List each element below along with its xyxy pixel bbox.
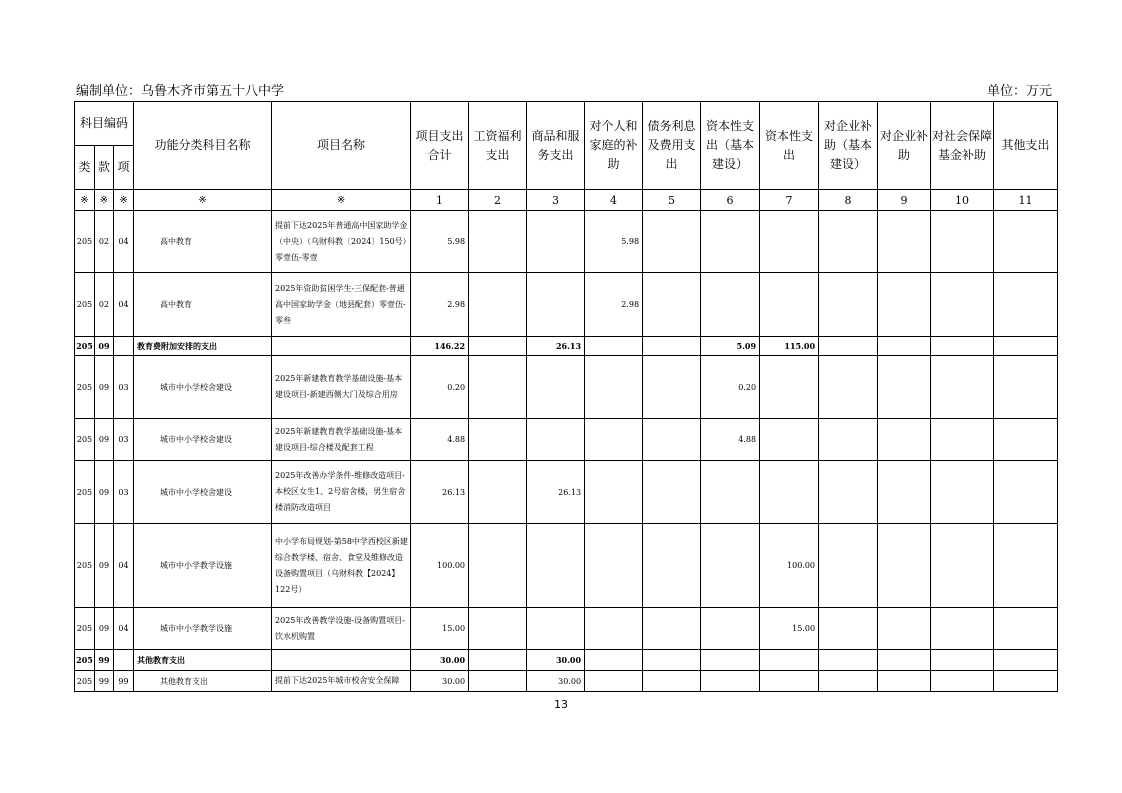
amount-cell xyxy=(994,419,1058,461)
project-name: 提前下达2025年城市校舍安全保障 xyxy=(272,671,411,692)
header-col-7: 资本性支出 xyxy=(760,102,819,190)
compiling-unit: 编制单位：乌鲁木齐市第五十八中学 xyxy=(76,84,285,99)
code-xiang: 04 xyxy=(114,608,134,650)
page-number: 13 xyxy=(554,698,568,711)
index-cell: 5 xyxy=(643,190,701,211)
index-cell: 8 xyxy=(819,190,878,211)
header-col-6: 资本性支出（基本建设） xyxy=(701,102,760,190)
amount-cell: 115.00 xyxy=(760,337,819,356)
header-col-4: 对个人和家庭的补助 xyxy=(585,102,643,190)
code-xiang: 99 xyxy=(114,671,134,692)
function-name: 城市中小学教学设施 xyxy=(134,524,272,608)
code-lei: 205 xyxy=(75,356,95,419)
amount-cell xyxy=(469,419,527,461)
amount-cell xyxy=(701,273,760,337)
amount-cell xyxy=(878,461,931,524)
code-lei: 205 xyxy=(75,419,95,461)
amount-cell xyxy=(527,356,585,419)
code-lei: 205 xyxy=(75,461,95,524)
amount-cell xyxy=(701,608,760,650)
code-kuan: 09 xyxy=(95,419,114,461)
header-col-9: 对企业补助 xyxy=(878,102,931,190)
code-xiang: 04 xyxy=(114,273,134,337)
amount-cell xyxy=(469,461,527,524)
table-row xyxy=(75,650,1058,671)
amount-cell xyxy=(994,211,1058,273)
code-lei: 205 xyxy=(75,671,95,692)
code-lei: 205 xyxy=(75,608,95,650)
index-cell: 4 xyxy=(585,190,643,211)
table-row xyxy=(75,356,1058,419)
amount-cell xyxy=(643,273,701,337)
project-name: 2025年改善办学条件-维修改造项目-本校区女生1、2号宿舍楼，男生宿舍楼消防改造项目 xyxy=(272,461,411,524)
amount-cell xyxy=(585,608,643,650)
project-name: 提前下达2025年普通高中国家助学金（中央）（乌财科教〔2024〕150号）零壹伍-零壹 xyxy=(272,211,411,273)
amount-cell xyxy=(643,461,701,524)
amount-cell xyxy=(643,356,701,419)
code-xiang xyxy=(114,337,134,356)
amount-cell: 5.98 xyxy=(585,211,643,273)
amount-cell xyxy=(643,419,701,461)
amount-cell xyxy=(527,524,585,608)
code-xiang: 04 xyxy=(114,524,134,608)
project-name: 2025年资助贫困学生-三保配套-普通高中国家助学金（地县配套）零壹伍-零叁 xyxy=(272,273,411,337)
index-cell: 3 xyxy=(527,190,585,211)
amount-cell xyxy=(994,273,1058,337)
index-cell: 10 xyxy=(931,190,994,211)
amount-cell: 0.20 xyxy=(411,356,469,419)
amount-cell: 100.00 xyxy=(760,524,819,608)
header-lei: 类 xyxy=(75,146,95,190)
code-lei: 205 xyxy=(75,337,95,356)
amount-cell xyxy=(878,356,931,419)
amount-cell xyxy=(585,356,643,419)
amount-cell xyxy=(931,419,994,461)
code-kuan: 09 xyxy=(95,524,114,608)
amount-cell xyxy=(643,608,701,650)
amount-cell xyxy=(931,524,994,608)
amount-cell xyxy=(585,671,643,692)
amount-cell: 2.98 xyxy=(585,273,643,337)
code-kuan: 99 xyxy=(95,650,114,671)
project-name: 2025年改善教学设施-设备购置项目-饮水机购置 xyxy=(272,608,411,650)
header-col-10: 对社会保障基金补助 xyxy=(931,102,994,190)
amount-cell: 5.09 xyxy=(701,337,760,356)
amount-cell xyxy=(469,356,527,419)
amount-cell xyxy=(469,650,527,671)
code-xiang: 04 xyxy=(114,211,134,273)
function-name: 城市中小学校舍建设 xyxy=(134,419,272,461)
header-col-3: 商品和服务支出 xyxy=(527,102,585,190)
function-name: 其他教育支出 xyxy=(134,671,272,692)
amount-cell: 100.00 xyxy=(411,524,469,608)
amount-cell xyxy=(994,461,1058,524)
amount-cell xyxy=(878,650,931,671)
index-cell: 6 xyxy=(701,190,760,211)
table-row xyxy=(75,608,1058,650)
table-row xyxy=(75,419,1058,461)
index-cell: ※ xyxy=(114,190,134,211)
amount-cell xyxy=(878,524,931,608)
index-cell: 9 xyxy=(878,190,931,211)
amount-cell xyxy=(760,273,819,337)
function-name: 教育费附加安排的支出 xyxy=(134,337,272,356)
amount-cell xyxy=(469,608,527,650)
index-cell: ※ xyxy=(134,190,272,211)
amount-cell xyxy=(819,524,878,608)
amount-cell xyxy=(701,461,760,524)
amount-cell xyxy=(585,524,643,608)
code-xiang: 03 xyxy=(114,419,134,461)
table-row xyxy=(75,211,1058,273)
amount-cell: 4.88 xyxy=(701,419,760,461)
code-kuan: 09 xyxy=(95,608,114,650)
amount-cell xyxy=(931,337,994,356)
function-name: 城市中小学校舍建设 xyxy=(134,461,272,524)
amount-cell xyxy=(701,524,760,608)
amount-cell xyxy=(469,337,527,356)
function-name: 城市中小学教学设施 xyxy=(134,608,272,650)
index-row xyxy=(75,190,1058,211)
amount-cell xyxy=(760,461,819,524)
amount-cell xyxy=(994,337,1058,356)
amount-cell: 5.98 xyxy=(411,211,469,273)
code-lei: 205 xyxy=(75,650,95,671)
amount-cell xyxy=(527,608,585,650)
amount-cell xyxy=(701,671,760,692)
amount-cell xyxy=(994,671,1058,692)
code-kuan: 99 xyxy=(95,671,114,692)
amount-cell xyxy=(931,461,994,524)
amount-cell xyxy=(643,524,701,608)
index-cell: 2 xyxy=(469,190,527,211)
amount-cell xyxy=(878,419,931,461)
amount-cell xyxy=(527,273,585,337)
amount-cell xyxy=(819,671,878,692)
amount-cell xyxy=(819,419,878,461)
amount-cell xyxy=(819,337,878,356)
code-lei: 205 xyxy=(75,524,95,608)
amount-cell xyxy=(878,273,931,337)
amount-cell xyxy=(931,608,994,650)
amount-cell xyxy=(701,650,760,671)
project-name xyxy=(272,650,411,671)
amount-cell: 146.22 xyxy=(411,337,469,356)
amount-cell xyxy=(994,608,1058,650)
header-xiang: 项 xyxy=(114,146,134,190)
code-kuan: 09 xyxy=(95,461,114,524)
amount-cell: 26.13 xyxy=(527,461,585,524)
amount-cell xyxy=(585,337,643,356)
table-row xyxy=(75,671,1058,692)
code-lei: 205 xyxy=(75,273,95,337)
amount-cell xyxy=(931,650,994,671)
budget-table xyxy=(74,101,1058,692)
index-cell: ※ xyxy=(95,190,114,211)
table-row xyxy=(75,461,1058,524)
amount-cell: 15.00 xyxy=(760,608,819,650)
amount-cell xyxy=(469,671,527,692)
header-function-name: 功能分类科目名称 xyxy=(134,102,272,190)
amount-cell xyxy=(760,211,819,273)
amount-cell xyxy=(994,524,1058,608)
amount-cell: 30.00 xyxy=(411,650,469,671)
amount-cell xyxy=(819,650,878,671)
amount-cell xyxy=(643,650,701,671)
amount-cell xyxy=(931,211,994,273)
amount-cell xyxy=(585,461,643,524)
amount-cell xyxy=(760,650,819,671)
project-name: 中小学布局规划-第58中学西校区新建综合教学楼、宿舍、食堂及维修改造设备购置项目（乌财科教【2024】122号） xyxy=(272,524,411,608)
amount-cell xyxy=(760,419,819,461)
amount-cell: 30.00 xyxy=(527,650,585,671)
code-xiang xyxy=(114,650,134,671)
amount-cell xyxy=(819,211,878,273)
project-name xyxy=(272,337,411,356)
header-col-1: 项目支出合计 xyxy=(411,102,469,190)
amount-cell xyxy=(701,211,760,273)
amount-cell: 2.98 xyxy=(411,273,469,337)
header-col-2: 工资福利支出 xyxy=(469,102,527,190)
function-name: 城市中小学校舍建设 xyxy=(134,356,272,419)
amount-cell: 30.00 xyxy=(411,671,469,692)
function-name: 高中教育 xyxy=(134,211,272,273)
amount-cell xyxy=(643,211,701,273)
code-kuan: 02 xyxy=(95,273,114,337)
amount-cell xyxy=(878,337,931,356)
function-name: 其他教育支出 xyxy=(134,650,272,671)
amount-cell xyxy=(994,650,1058,671)
amount-cell xyxy=(469,524,527,608)
amount-cell xyxy=(931,273,994,337)
code-lei: 205 xyxy=(75,211,95,273)
amount-cell: 26.13 xyxy=(411,461,469,524)
amount-cell xyxy=(760,356,819,419)
amount-cell xyxy=(585,419,643,461)
header-col-8: 对企业补助（基本建设） xyxy=(819,102,878,190)
header-col-11: 其他支出 xyxy=(994,102,1058,190)
project-name: 2025年新建教育教学基础设施-基本建设项目-综合楼及配套工程 xyxy=(272,419,411,461)
amount-cell xyxy=(878,608,931,650)
amount-cell xyxy=(527,211,585,273)
amount-cell xyxy=(994,356,1058,419)
currency-unit: 单位：万元 xyxy=(986,84,1052,99)
amount-cell: 15.00 xyxy=(411,608,469,650)
amount-cell xyxy=(760,671,819,692)
index-cell: ※ xyxy=(272,190,411,211)
code-xiang: 03 xyxy=(114,356,134,419)
table-row xyxy=(75,337,1058,356)
amount-cell: 26.13 xyxy=(527,337,585,356)
amount-cell: 4.88 xyxy=(411,419,469,461)
index-cell: 7 xyxy=(760,190,819,211)
amount-cell: 30.00 xyxy=(527,671,585,692)
header-project-name: 项目名称 xyxy=(272,102,411,190)
code-kuan: 02 xyxy=(95,211,114,273)
index-cell: ※ xyxy=(75,190,95,211)
amount-cell xyxy=(819,461,878,524)
header-col-5: 债务利息及费用支出 xyxy=(643,102,701,190)
table-row xyxy=(75,524,1058,608)
amount-cell xyxy=(469,273,527,337)
amount-cell xyxy=(469,211,527,273)
amount-cell xyxy=(931,356,994,419)
amount-cell xyxy=(878,671,931,692)
header-kuan: 款 xyxy=(95,146,114,190)
amount-cell xyxy=(527,419,585,461)
amount-cell xyxy=(643,337,701,356)
code-xiang: 03 xyxy=(114,461,134,524)
amount-cell xyxy=(643,671,701,692)
amount-cell xyxy=(819,356,878,419)
index-cell: 1 xyxy=(411,190,469,211)
function-name: 高中教育 xyxy=(134,273,272,337)
header-subject-code: 科目编码 xyxy=(75,102,134,146)
amount-cell xyxy=(931,671,994,692)
amount-cell xyxy=(585,650,643,671)
amount-cell xyxy=(878,211,931,273)
project-name: 2025年新建教育教学基础设施-基本建设项目-新建西侧大门及综合用房 xyxy=(272,356,411,419)
amount-cell xyxy=(819,608,878,650)
index-cell: 11 xyxy=(994,190,1058,211)
amount-cell xyxy=(819,273,878,337)
table-row xyxy=(75,273,1058,337)
amount-cell: 0.20 xyxy=(701,356,760,419)
code-kuan: 09 xyxy=(95,337,114,356)
code-kuan: 09 xyxy=(95,356,114,419)
